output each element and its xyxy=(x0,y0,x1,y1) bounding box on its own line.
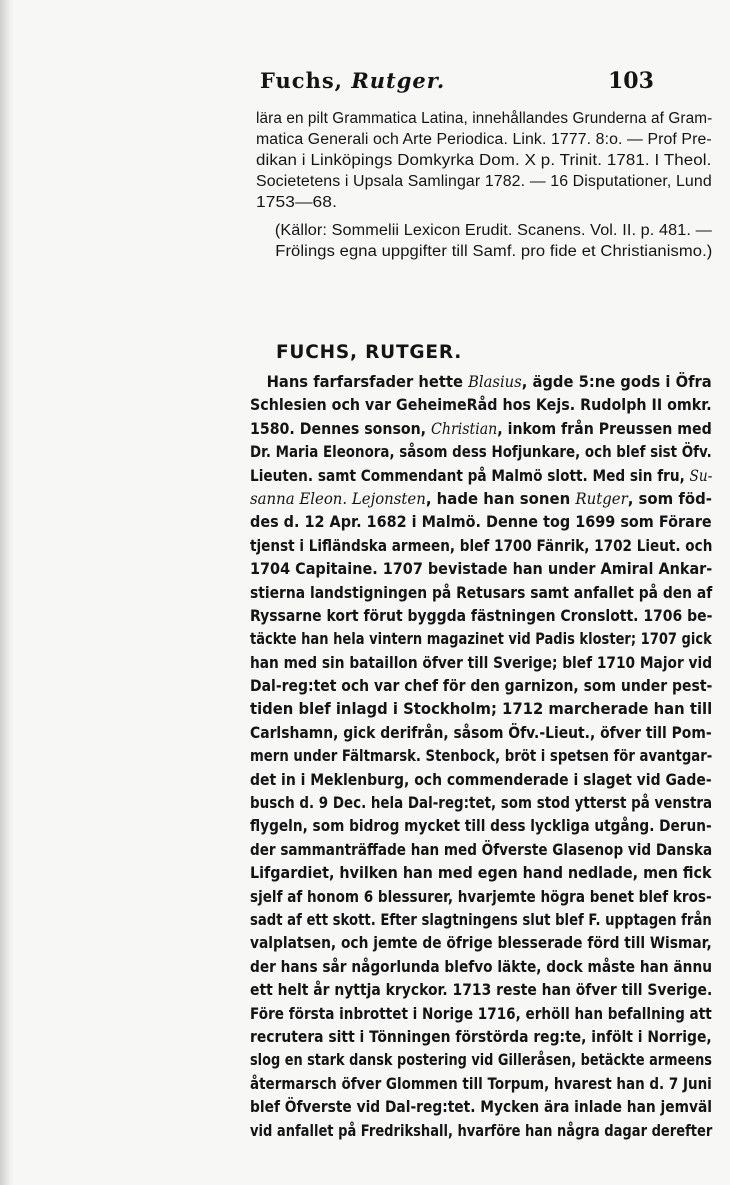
text-line: der hans sår någorlunda blefvo läkte, dock måste han ännu xyxy=(250,956,712,976)
text-line: stierna landstigningen på Retusars samt anfallet på den af xyxy=(250,582,713,602)
text-line: Dr. Maria Eleonora, såsom dess Hofjunkare, och blef sist Öfv. xyxy=(250,442,712,462)
entry-heading: FUCHS, RUTGER. xyxy=(276,342,463,363)
text-line: Före första inbrottet i Norige 1716, erhöll han befallning att xyxy=(250,1003,712,1023)
text-line: Carlshamn, gick derifrån, såsom Öfv.-Lieut., öfver till Pom- xyxy=(250,722,712,742)
text-line: sjelf af honom 6 blessurer, hvarjemte högra benet blef kros- xyxy=(250,886,712,906)
text-line: busch d. 9 Dec. hela Dal-reg:tet, som stod ytterst på venstra xyxy=(250,793,713,813)
text-line: Frölings egna uppgifter till Samf. pro fide et Christianismo.) xyxy=(275,243,713,260)
sources-paragraph xyxy=(256,220,714,262)
text-line: 1580. Dennes sonson, Christian, inkom från Preussen med xyxy=(250,418,712,438)
text-line: blef Öfverste vid Dal-reg:tet. Mycken ära inlade han jemväl xyxy=(250,1097,712,1117)
text-line: Lieuten. samt Commendant på Malmö slott. Med sin fru, Su- xyxy=(250,465,713,485)
text-line: Lifgardiet, hvilken han med egen hand nedlade, men fick xyxy=(250,863,712,883)
text-line: sadt af ett skott. Efter slagtningens slut blef F. upptagen från xyxy=(250,909,712,929)
running-head-forename: Rutger. xyxy=(351,68,446,93)
text-line: återmarsch öfver Glommen till Torpum, hvarest han d. 7 Juni xyxy=(250,1073,712,1093)
text-line: tiden blef inlagd i Stockholm; 1712 marcherade han till xyxy=(250,699,713,719)
running-head xyxy=(260,68,445,93)
page-number: 103 xyxy=(608,68,654,94)
text-line: der sammanträffade han med Öfverste Glasenop vid Danska xyxy=(250,839,713,859)
text-line: det in i Meklenburg, och commenderade i slaget vid Gade- xyxy=(250,769,712,789)
text-line: Schlesien och var GeheimeRåd hos Kejs. Rudolph II omkr. xyxy=(250,395,712,415)
text-line: lära en pilt Grammatica Latina, innehållandes Grunderna af Gram- xyxy=(256,110,713,127)
text-line: matica Generali och Arte Periodica. Link. 1777. 8:o. — Prof Pre- xyxy=(256,131,712,148)
text-line: Ryssarne kort förut byggda fästningen Cronslott. 1706 be- xyxy=(250,605,713,625)
page-header xyxy=(0,68,730,100)
text-line: tjenst i Lifländska armeen, blef 1700 Fänrik, 1702 Lieut. och xyxy=(250,535,713,555)
bibliography-paragraph xyxy=(256,108,714,213)
text-line: ett helt år nyttja kryckor. 1713 reste han öfver till Sverige. xyxy=(250,980,713,1000)
biography-text xyxy=(250,370,720,1142)
text-line: sanna Eleon. Lejonsten, hade han sonen Rutger, som föd- xyxy=(250,488,712,508)
text-line: Hans farfarsfader hette Blasius, ägde 5:ne gods i Öfra xyxy=(266,372,712,391)
running-head-surname: Fuchs, xyxy=(260,68,352,93)
text-line: valplatsen, och jemte de öfrige blesserade förd till Wismar, xyxy=(250,933,712,953)
text-line: täckte han hela vintern magazinet vid Padis kloster; 1707 gick xyxy=(250,629,712,649)
text-line: (Källor: Sommelii Lexicon Erudit. Scanens. Vol. II. p. 481. — xyxy=(274,222,712,239)
text-line: Dal-reg:tet och var chef för den garnizon, som under pest- xyxy=(250,676,713,696)
text-line: han med sin bataillon öfver till Sverige; blef 1710 Major vid xyxy=(250,652,713,672)
text-line: vid anfallet på Fredrikshall, hvarföre han några dagar derefter xyxy=(250,1120,713,1140)
text-line: 1753—68. xyxy=(256,194,338,211)
text-line: mern under Fältmarsk. Stenbock, bröt i spetsen för avantgar- xyxy=(250,746,713,766)
text-line: 1704 Capitaine. 1707 bevistade han under Amiral Ankar- xyxy=(250,559,713,579)
text-line: des d. 12 Apr. 1682 i Malmö. Denne tog 1699 som Förare xyxy=(250,512,712,532)
page-binding-edge xyxy=(0,0,14,1185)
text-line: flygeln, som bidrog mycket till dess lyckliga utgång. Derun- xyxy=(250,816,712,836)
text-line: dikan i Linköpings Domkyrka Dom. X p. Trinit. 1781. I Theol. xyxy=(256,152,712,169)
text-line: Societetens i Upsala Samlingar 1782. — 16 Disputationer, Lund xyxy=(256,173,712,190)
text-line: recrutera sitt i Tönningen förstörda reg:te, infölt i Norrige, xyxy=(250,1026,712,1046)
text-line: slog en stark dansk postering vid Gilleråsen, betäckte armeens xyxy=(250,1050,712,1070)
